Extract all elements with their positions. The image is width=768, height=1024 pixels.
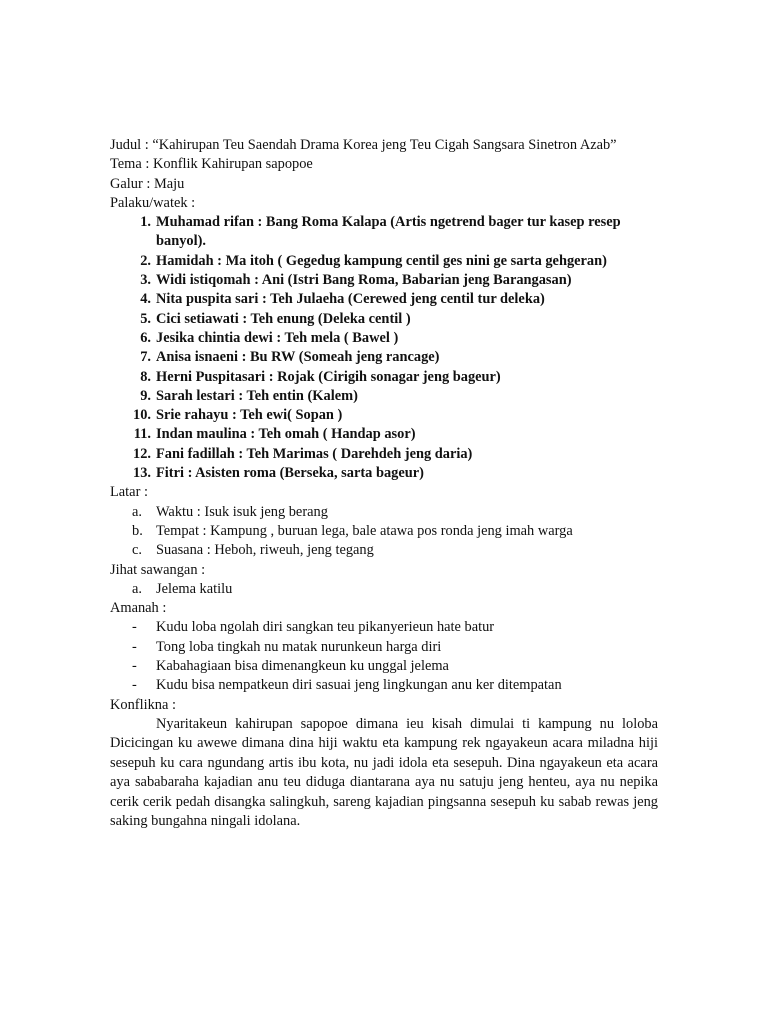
cast-text: Anisa isnaeni : Bu RW (Someah jeng rancage): [156, 349, 440, 366]
cast-item: [110, 329, 670, 348]
list-item: [110, 676, 670, 695]
jihat-list: [110, 580, 670, 599]
jihat-label: Jihat sawangan :: [110, 561, 206, 578]
list-item-text: Kudu bisa nempatkeun diri sasuai jeng lingkungan anu ker ditempatan: [156, 677, 562, 694]
cast-item: [110, 425, 670, 444]
list-item-text: Tong loba tingkah nu matak nurunkeun harga diri: [156, 638, 442, 655]
cast-number: 4.: [140, 291, 151, 308]
list-marker: c.: [132, 542, 142, 559]
cast-item: [110, 445, 670, 464]
palaku-label: Palaku/watek :: [110, 194, 196, 211]
amanah-label: Amanah :: [110, 600, 167, 617]
latar-list: [110, 503, 670, 561]
cast-number: 13.: [133, 465, 151, 482]
list-item: [110, 580, 670, 599]
cast-number: 2.: [140, 252, 151, 269]
cast-item: [110, 310, 670, 329]
cast-text: Srie rahayu : Teh ewi( Sopan ): [156, 407, 343, 424]
cast-number: 8.: [140, 368, 151, 385]
cast-item: [110, 252, 670, 271]
cast-item: [110, 464, 670, 483]
cast-number: 5.: [140, 310, 151, 327]
cast-number: 6.: [140, 329, 151, 346]
cast-number: 10.: [133, 407, 151, 424]
list-item-text: Kudu loba ngolah diri sangkan teu pikanyerieun hate batur: [156, 619, 495, 636]
konflik-paragraph-text: Nyaritakeun kahirupan sapopoe dimana ieu kisah dimulai ti kampung nu loloba Dicicingan ku awewe dimana dina hiji waktu eta kampung rek ngayakeun acara miladna hiji sesepuh ku cara ngundang artis ibu kota, nu jadi idola eta sesepuh. Dina ngayakeun eta acara aya sababaraha kajadian anu teu diduga diantarana aya nu satuju jeng henteu, aya nu nepika cerik cerik pedah disangka salingkuh, sareng kajadian pingsanna sesepuh ku sabab rewas jeng saking bungahna ningali idolana.: [110, 715, 658, 829]
list-item: [110, 638, 670, 657]
list-marker: -: [132, 638, 137, 655]
list-item-text: Kabahagiaan bisa dimenangkeun ku unggal jelema: [156, 658, 449, 675]
cast-text: Cici setiawati : Teh enung (Deleka centil ): [156, 310, 411, 327]
cast-number: 3.: [140, 272, 151, 289]
list-item-text: Tempat : Kampung , buruan lega, bale atawa pos ronda jeng imah warga: [156, 522, 573, 539]
list-item: [110, 541, 670, 560]
cast-number: 11.: [133, 426, 151, 443]
cast-item: [110, 348, 670, 367]
konflik-paragraph: [110, 715, 658, 831]
cast-number: 9.: [140, 387, 151, 404]
cast-text: Muhamad rifan : Bang Roma Kalapa (Artis ngetrend bager tur kasep resep: [156, 214, 621, 231]
cast-text: Hamidah : Ma itoh ( Gegedug kampung centil ges nini ge sarta gehgeran): [156, 252, 607, 269]
cast-item: [110, 290, 670, 309]
list-marker: -: [132, 658, 137, 675]
cast-text: Fitri : Asisten roma (Berseka, sarta bageur): [156, 465, 424, 482]
list-item-text: Waktu : Isuk isuk jeng berang: [156, 503, 328, 520]
list-marker: a.: [132, 503, 142, 520]
list-marker: a.: [132, 580, 142, 597]
cast-text: Nita puspita sari : Teh Julaeha (Cerewed jeng centil tur deleka): [156, 291, 545, 308]
cast-number: 7.: [140, 349, 151, 366]
list-item-text: Suasana : Heboh, riweuh, jeng tegang: [156, 542, 374, 559]
cast-text: Jesika chintia dewi : Teh mela ( Bawel ): [156, 329, 399, 346]
list-marker: -: [132, 619, 137, 636]
cast-text: Sarah lestari : Teh entin (Kalem): [156, 387, 358, 404]
list-item: [110, 618, 670, 637]
amanah-list: [110, 618, 670, 695]
list-item: [110, 522, 670, 541]
cast-number: 12.: [133, 445, 151, 462]
cast-number: 1.: [140, 214, 151, 231]
konflik-label: Konflikna :: [110, 696, 176, 713]
document-content: [110, 136, 670, 831]
cast-text: Widi istiqomah : Ani (Istri Bang Roma, Babarian jeng Barangasan): [156, 272, 572, 289]
tema-line: Tema : Konflik Kahirupan sapopoe: [110, 156, 313, 173]
cast-text: Fani fadillah : Teh Marimas ( Darehdeh jeng daria): [156, 445, 473, 462]
cast-text: Indan maulina : Teh omah ( Handap asor): [156, 426, 416, 443]
cast-list: [110, 213, 670, 483]
cast-item: [110, 271, 670, 290]
cast-text-continuation: banyol).: [156, 233, 206, 250]
cast-item: [110, 406, 670, 425]
judul-line: Judul : “Kahirupan Teu Saendah Drama Korea jeng Teu Cigah Sangsara Sinetron Azab”: [110, 137, 617, 153]
list-marker: -: [132, 677, 137, 694]
list-item-text: Jelema katilu: [156, 580, 233, 597]
cast-text: Herni Puspitasari : Rojak (Cirigih sonagar jeng bageur): [156, 368, 501, 385]
list-item: [110, 503, 670, 522]
galur-line: Galur : Maju: [110, 175, 185, 192]
cast-item: [110, 213, 670, 252]
latar-label: Latar :: [110, 484, 148, 501]
cast-item: [110, 368, 670, 387]
list-item: [110, 657, 670, 676]
list-marker: b.: [132, 522, 143, 539]
cast-item: [110, 387, 670, 406]
